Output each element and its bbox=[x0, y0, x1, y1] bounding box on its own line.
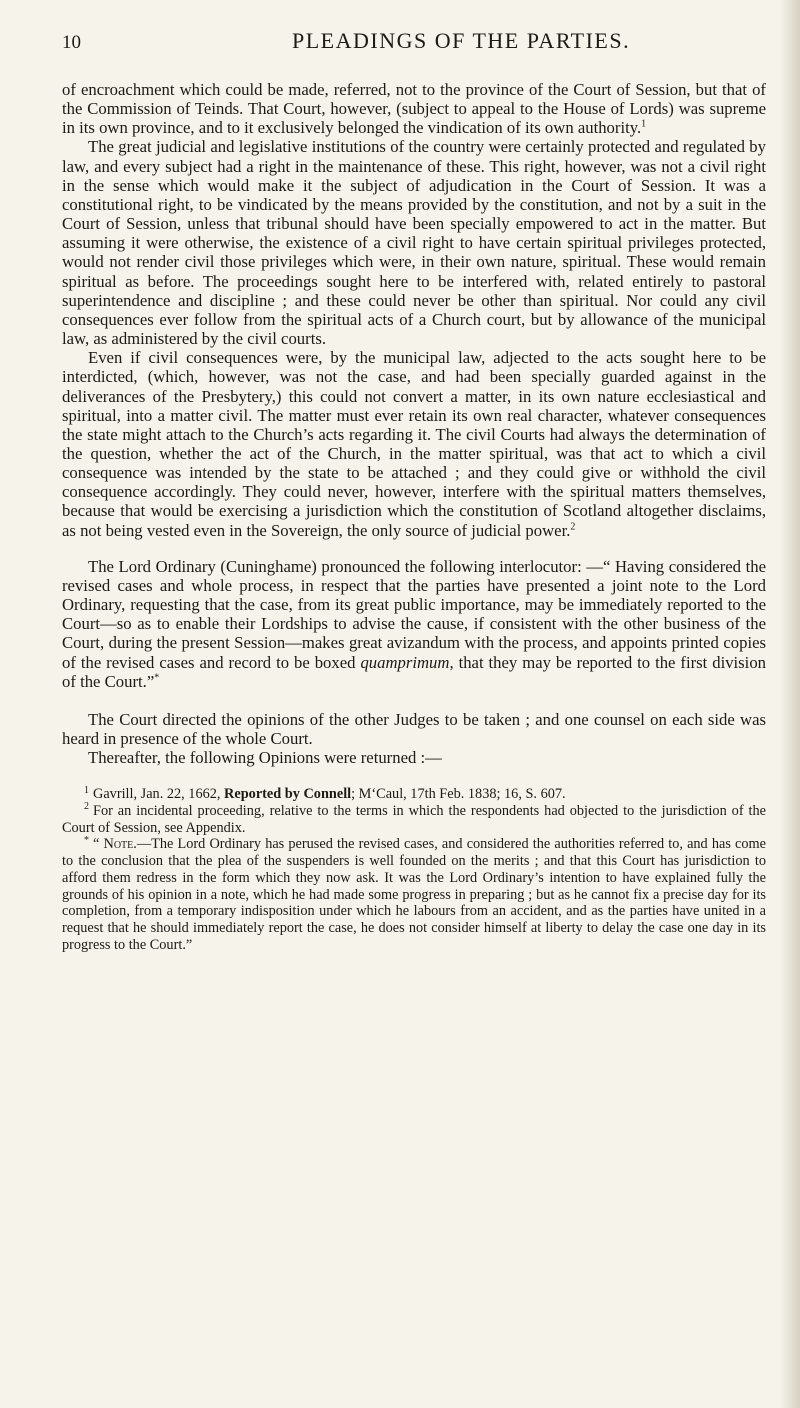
footnote-text-bold: Reported by Connell bbox=[224, 786, 352, 803]
footnote-text: Gavrill, Jan. 22, 1662, bbox=[93, 786, 225, 803]
running-head: PLEADINGS OF THE PARTIES. bbox=[292, 28, 631, 53]
footnote bbox=[62, 786, 766, 803]
paragraph: The Court directed the opinions of the other Judges to be taken ; and one counsel on each side was heard in presence of the whole Court. bbox=[62, 709, 766, 748]
footnote-mark: * bbox=[84, 834, 89, 846]
footnote-text: —The Lord Ordinary has perused the revised cases, and considered the authorities referred to, and has come to the conclusion that the plea of the suspenders is well founded on the merits ; and that this Court has jurisdiction to afford them redress in the form which they now ask. It was the Lord Ordinary’s intention to have explained fully the grounds of his opinion in a note, which he had made some progress in preparing ; but as he cannot fix a precise day for its completion, from a temporary indisposition under which he labours from an accident, and as the parties have united in a request that he should immediately report the case, he does not consider himself at liberty to delay the case one day in its progress to the Court.” bbox=[62, 836, 767, 953]
footnote-ref: 2 bbox=[570, 521, 576, 533]
footnote-ref: * bbox=[154, 672, 160, 684]
footnote-quote-open: “ bbox=[93, 836, 104, 853]
footnote-mark: 2 bbox=[84, 801, 89, 813]
footnote-ref: 1 bbox=[641, 118, 647, 130]
paragraph: Thereafter, the following Opinions were returned :— bbox=[88, 748, 442, 768]
footnote-mark: 1 bbox=[84, 784, 89, 796]
italic-term: quamprimum bbox=[360, 652, 450, 672]
page-number: 10 bbox=[62, 32, 81, 53]
paragraph: The great judicial and legislative institutions of the country were certainly protected and regulated by law, and every subject had a right in the maintenance of these. This right, however, was not a civil right in the sense which would make it the subject of adjudication in the Court of Session. It was a constitutional right, to be vindicated by the means provided by the constitution, and not by a suit in the Court of Session, unless that tribunal should have been specially empowered to act in the matter. But assuming it were otherwise, the existence of a civil right to have certain spiritual privileges protected, would not render civil those privileges which were, in their own nature, spiritual. These would remain spiritual as before. The proceedings sought here to be interfered with, related entirely to pastoral superintendence and discipline ; and these could never be other than spiritual. Nor could any civil consequences ever follow from the spiritual acts of a Church court, but by allowance of the municipal law, as administered by the civil courts. bbox=[62, 137, 766, 349]
paragraph-text: The Lord Ordinary (Cuninghame) pronounced the following interlocutor: —“ Having considered the revised cases and whole process, in respect that the parties have presented a joint note to the Lord Ordinary, requesting that the case, from its great public importance, may be immediately reported to the Court—so as to enable their Lordships to advise the cause, if consistent with the other business of the Court, during the present Session—makes great avizandum with the process, and appoints printed copies of the revised cases and record to be boxed bbox=[62, 556, 766, 672]
footnote bbox=[62, 836, 766, 953]
footnote-label: Note. bbox=[103, 836, 137, 853]
page-header bbox=[62, 28, 766, 68]
footnote-text: For an incidental proceeding, relative to the terms in which the respondents had objected to the jurisdiction of the Court of Session, see Appendix. bbox=[62, 803, 766, 836]
paragraph bbox=[62, 348, 766, 540]
page-edge-shadow bbox=[780, 0, 800, 1408]
paragraph-text: of encroachment which could be made, referred, not to the province of the Court of Session, but that of the Commission of Teinds. That Court, however, (subject to appeal to the House of Lords) was supreme in its own province, and to it exclusively belonged the vindication of its own authority. bbox=[62, 80, 766, 138]
paragraph bbox=[62, 80, 766, 137]
body-text bbox=[62, 80, 766, 767]
footnote bbox=[62, 803, 766, 836]
footnotes bbox=[62, 786, 766, 953]
paragraph-text: , that they may be reported to the first division of the Court.” bbox=[62, 652, 767, 691]
footnote-text: ; M‘Caul, 17th Feb. 1838; 16, S. 607. bbox=[351, 786, 566, 803]
paragraph bbox=[62, 557, 766, 691]
paragraph-text: Even if civil consequences were, by the municipal law, adjected to the acts sought here to be interdicted, (which, however, was not the case, and had been specially guarded against in the deliverances of the Presbytery,) this could not convert a matter, in its own nature ecclesiastical and spiritual, into a matter civil. The matter must ever retain its own real character, whatever consequences the state might attach to the Church’s acts regarding it. The civil Courts had always the determination of the question, whether the act of the Church, in the matter spiritual, was that act to which a civil consequence was intended by the state to be attached ; and they could give or withhold the civil consequence accordingly. They could never, however, interfere with the spiritual matters themselves, because that would be exercising a jurisdiction which the constitution of Scotland altogether disclaims, as not being vested even in the Sovereign, the only source of judicial power. bbox=[62, 348, 766, 540]
